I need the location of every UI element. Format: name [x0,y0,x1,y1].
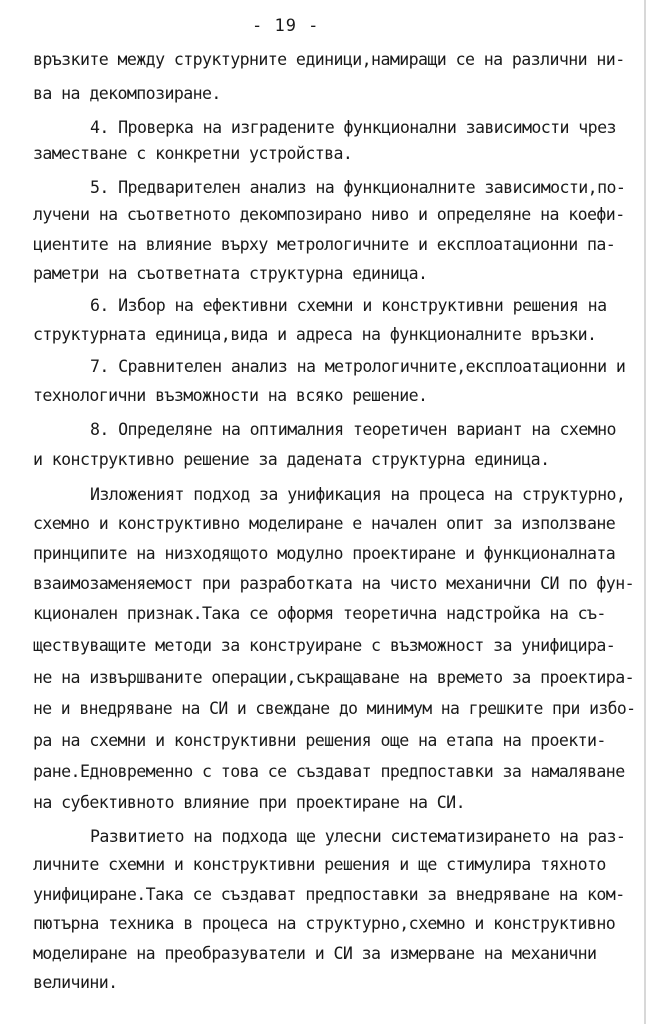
text-line: 7. Сравнителен анализ на метрологичните,експлоатационни и [90,357,626,376]
text-line: схемно и конструктивно моделиране е начален опит за използване [33,514,616,533]
text-line: 4. Проверка на изградените функционални зависимости чрез [90,118,616,137]
text-line: моделиране на преобразуватели и СИ за измерване на механични [33,944,597,963]
text-line: не на извършваните операции,съкращаване на времето за проектира- [33,668,634,687]
text-line: Изложеният подход за унификация на процеса на структурно, [90,485,626,504]
text-line: ране.Едновременно с това се създават предпоставки за намаляване [33,762,625,781]
text-line: взаимозаменяемост при разработката на чисто механични СИ по фун- [33,574,634,593]
text-line: на субективното влияние при проектиране на СИ. [33,793,465,812]
scan-edge-shadow [644,0,646,1024]
text-line: връзките между структурните единици,намиращи се на различни ни- [33,50,625,69]
text-line: ществуващите методи за конструиране с възможност за унифицира- [33,636,616,655]
text-line: 8. Определяне на оптималния теоретичен вариант на схемно [90,420,616,439]
text-line: технологични възможности на всяко решение. [33,386,428,405]
text-line: унифициране.Така се създават предпоставки за внедряване на ком- [33,885,625,904]
text-line: не и внедряване на СИ и свеждане до минимум на грешките при избо- [33,699,636,718]
text-line: раметри на съответната структурна единица. [33,264,428,283]
text-line: принципите на низходящото модулно проектиране и функционалната [33,544,616,563]
text-line: пютърна техника в процеса на структурно,схемно и конструктивно [33,914,616,933]
text-line: ра на схемни и конструктивни решения още на етапа на проекти- [33,731,606,750]
text-line: личните схемни и конструктивни решения и ще стимулира тяхното [33,855,606,874]
text-line: заместване с конкретни устройства. [33,144,353,163]
text-line: величини. [33,973,118,992]
text-line: структурната единица,вида и адреса на функционалните връзки. [33,325,597,344]
text-line: 5. Предварителен анализ на функционалните зависимости,по- [90,178,626,197]
text-line: Развитието на подхода ще улесни систематизирането на раз- [90,827,626,846]
text-line: и конструктивно решение за дадената структурна единица. [33,450,550,469]
text-line: циентите на влияние върху метрологичните и експлоатационни па- [33,235,616,254]
text-line: лучени на съответното декомпозирано ниво и определяне на коефи- [33,205,625,224]
text-line: 6. Избор на ефективни схемни и конструктивни решения на [90,296,607,315]
text-line: кционален признак.Така се оформя теоретична надстройка на съ- [33,604,606,623]
page-number: - 19 - [252,16,320,36]
text-line: ва на декомпозиране. [33,84,221,103]
